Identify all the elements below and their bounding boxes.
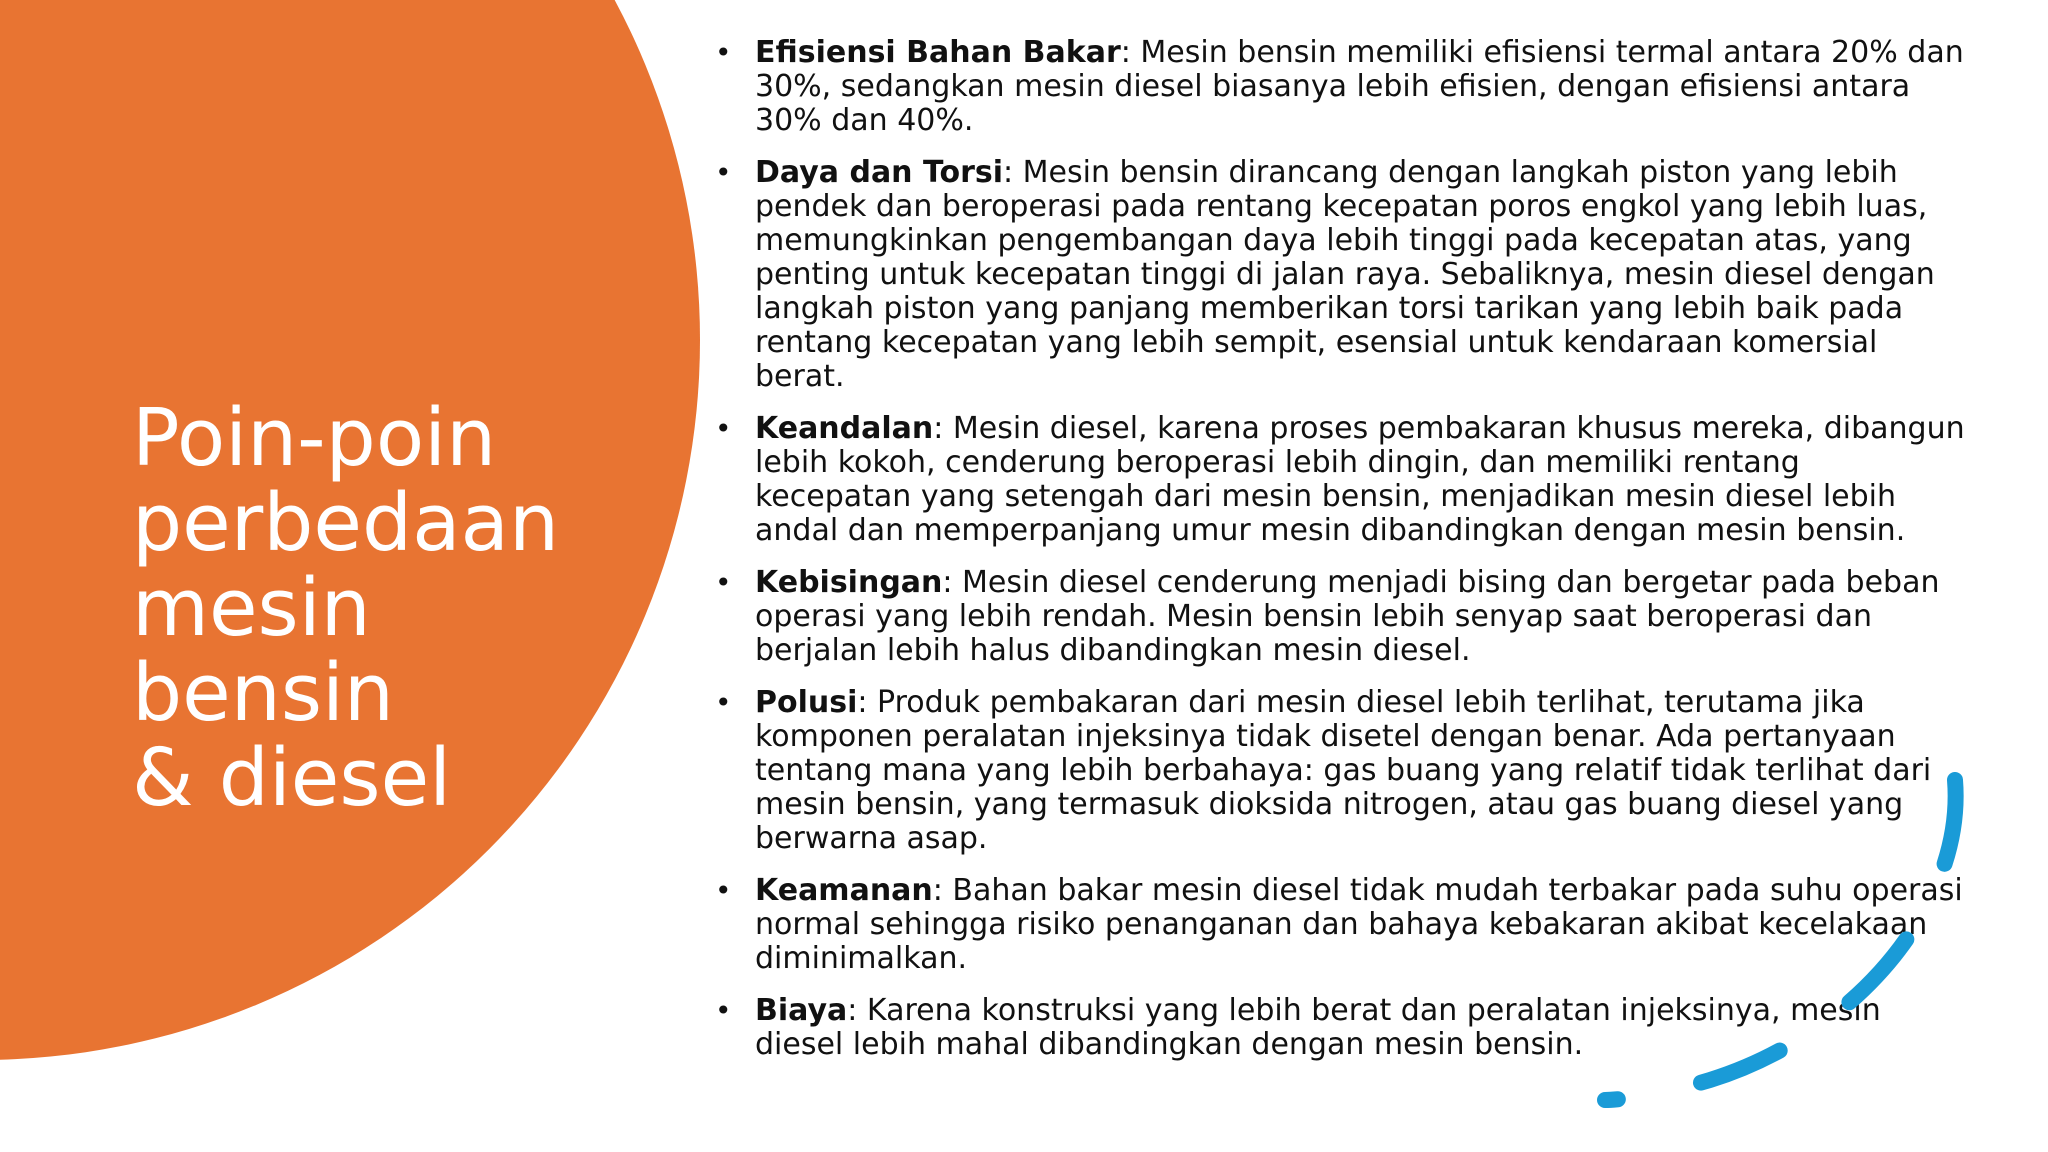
bullet-item-keandalan: [715, 412, 1965, 548]
bullet-item-kebisingan: [715, 566, 1965, 668]
bullet-item-daya-torsi: [715, 156, 1965, 394]
bullet-text: : Bahan bakar mesin diesel tidak mudah terbakar pada suhu operasi normal sehingga risiko penanganan dan bahaya kebakaran akibat kecelakaan diminimalkan.: [755, 873, 1963, 976]
bullet-term: Keandalan: [755, 411, 934, 446]
bullet-term: Kebisingan: [755, 565, 943, 600]
bullet-term: Keamanan: [755, 873, 933, 908]
bullet-term: Biaya: [755, 993, 848, 1028]
bullet-item-keamanan: [715, 874, 1965, 976]
bullet-list: [715, 36, 1965, 1062]
content-area: [715, 36, 1965, 1080]
bullet-term: Daya dan Torsi: [755, 155, 1004, 190]
bullet-item-biaya: [715, 994, 1965, 1062]
slide-title: Poin-poin perbedaan mesin bensin & diesel: [132, 392, 560, 824]
bullet-item-efisiensi: [715, 36, 1965, 138]
bullet-text: : Karena konstruksi yang lebih berat dan peralatan injeksinya, mesin diesel lebih mahal dibandingkan dengan mesin bensin.: [755, 993, 1881, 1062]
bullet-item-polusi: [715, 686, 1965, 856]
bullet-text: : Mesin bensin dirancang dengan langkah piston yang lebih pendek dan beroperasi pada rentang kecepatan poros engkol yang lebih luas, memungkinkan pengembangan daya lebih tinggi pada kecepatan atas, yang penting untuk kecepatan tinggi di jalan raya. Sebaliknya, mesin diesel dengan langkah piston yang panjang memberikan torsi tarikan yang lebih baik pada rentang kecepatan yang lebih sempit, esensial untuk kendaraan komersial berat.: [755, 155, 1935, 394]
bullet-text: : Mesin diesel cenderung menjadi bising dan bergetar pada beban operasi yang lebih rendah. Mesin bensin lebih senyap saat beroperasi dan berjalan lebih halus dibandingkan mesin diesel.: [755, 565, 1940, 668]
bullet-term: Polusi: [755, 685, 858, 720]
bullet-text: : Mesin diesel, karena proses pembakaran khusus mereka, dibangun lebih kokoh, cenderung beroperasi lebih dingin, dan memiliki rentang kecepatan yang setengah dari mesin bensin, menjadikan mesin diesel lebih andal dan memperpanjang umur mesin dibandingkan dengan mesin bensin.: [755, 411, 1965, 548]
bullet-text: : Mesin bensin memiliki efisiensi termal antara 20% dan 30%, sedangkan mesin diesel biasanya lebih efisien, dengan efisiensi antara 30% dan 40%.: [755, 35, 1964, 138]
bullet-text: : Produk pembakaran dari mesin diesel lebih terlihat, terutama jika komponen peralatan injeksinya tidak disetel dengan benar. Ada pertanyaan tentang mana yang lebih berbahaya: gas buang yang relatif tidak terlihat dari mesin bensin, yang termasuk dioksida nitrogen, atau gas buang diesel yang berwarna asap.: [755, 685, 1932, 856]
bullet-term: Efisiensi Bahan Bakar: [755, 35, 1121, 70]
